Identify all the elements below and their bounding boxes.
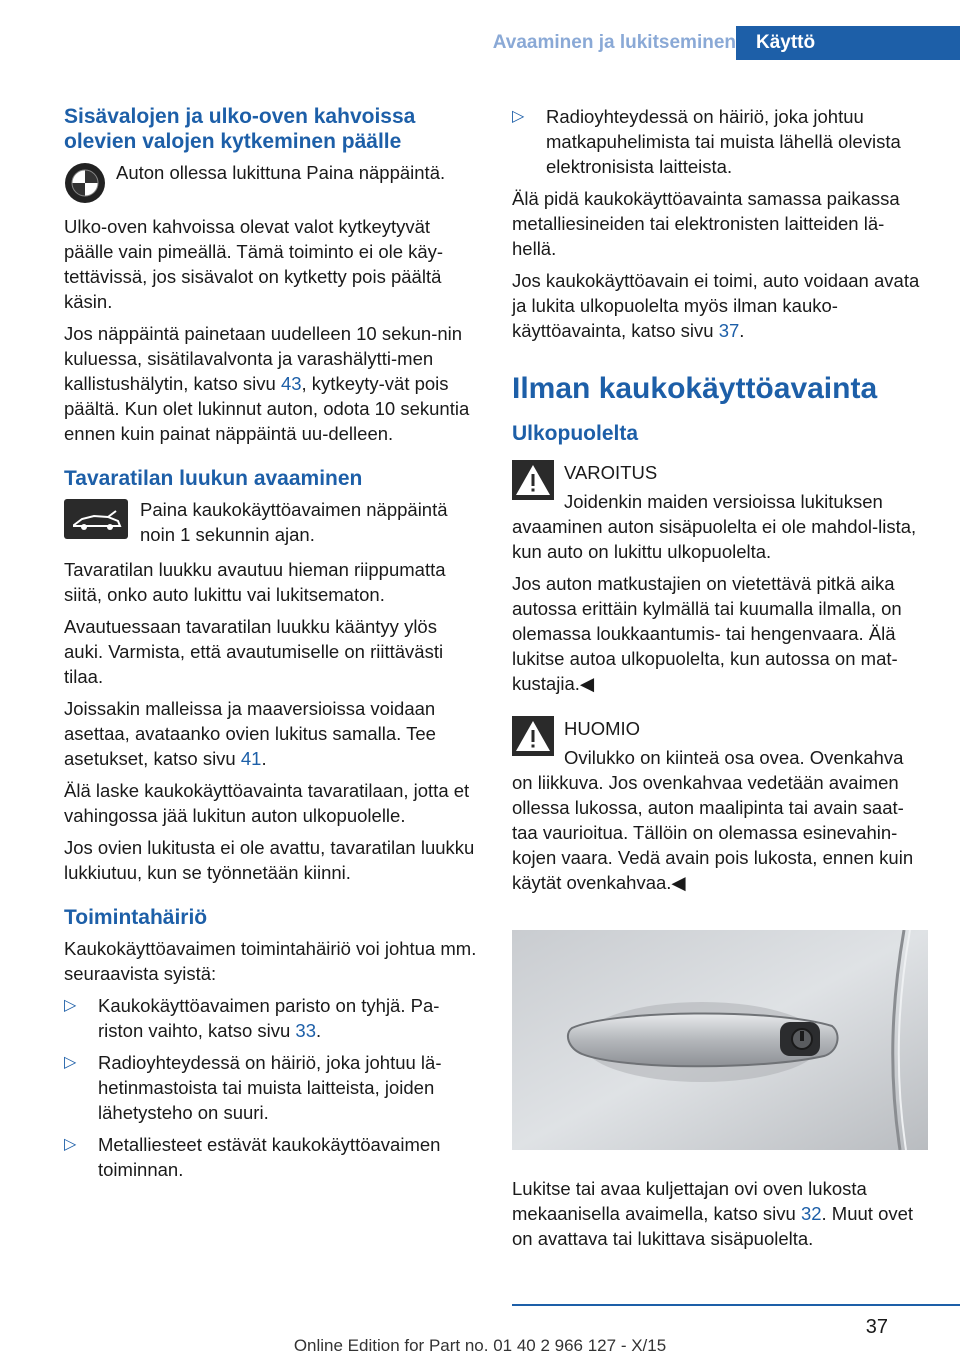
paragraph: Jos näppäintä painetaan uudelleen 10 sekun-nin kuluessa, sisätilavalvonta ja varashälytti-men kallistushälytin, katso sivu 43, kytkeyty-vät pois päältä. Kun olet lukinnut auton, odota 10 sekuntia ennen kuin painat näppäintä uu-delleen. [64,323,470,444]
caution-block [512,716,928,895]
icon2-text: Paina kaukokäyttöavaimen näppäintä noin 1 sekunnin ajan. [140,499,448,545]
bullet-triangle-icon: ▷ [64,1136,77,1153]
page-link[interactable]: 33 [295,1020,316,1041]
left-column [64,104,480,1189]
list-item: ▷ Kaukokäyttöavaimen paristo on tyhjä. Pa-riston vaihto, katso sivu 33. [64,995,440,1041]
paragraph: Kaukokäyttöavaimen toimintahäiriö voi johtua mm. seuraavista syistä: [64,938,477,984]
bmw-logo-icon [64,162,106,204]
paragraph: Ulko-oven kahvoissa olevat valot kytkeytyvät päälle vain pimeällä. Tämä toiminto ei ole käy-tettävissä, jos sisävalot on kytketty pois päältä käsin. [64,216,444,312]
heading-from-outside: Ulkopuolelta [512,422,639,445]
warning-title: VAROITUS [564,462,658,483]
list-item: ▷ Metalliesteet estävät kaukokäyttöavaimen toiminnan. [64,1134,441,1180]
paragraph: Jos kaukokäyttöavain ei toimi, auto voidaan avata ja lukita ulkopuolelta myös ilman kauko-käyttöavainta, katso sivu 37. [512,270,920,341]
footer-divider [512,1304,960,1306]
page-link[interactable]: 37 [718,320,740,341]
door-handle-photo [512,930,928,1150]
bullet-triangle-icon: ▷ [64,1054,77,1071]
heading-malfunction: Toimintahäiriö [64,906,208,929]
warning-block [512,460,928,696]
paragraph: Älä pidä kaukokäyttöavainta samassa paikassa metalliesineiden tai elektronisten laitteiden lä-hellä. [512,188,900,259]
paragraph: Älä laske kaukokäyttöavainta tavaratilaan, jotta et vahingossa jää lukitun auton ulkopuolelle. [64,780,470,826]
bullet-triangle-icon: ▷ [512,108,525,125]
paragraph: Ovilukko on kiinteä osa ovea. Ovenkahva on liikkuva. Jos ovenkahvaa vedetään avaimen ollessa lukossa, auton maalipinta tai avain saat-taa vaurioitua. Tällöin on olemassa esinevahin-kojen vaara. Vedä avain pois lukosta, ennen kuin käytät ovenkahvaa.◀ [512,747,914,893]
remote-button-instruction [64,160,480,204]
paragraph: Tavaratilan luukku avautuu hieman riippumatta siitä, onko auto lukittu vai lukitsematon. [64,559,446,605]
edition-footer: Online Edition for Part no. 01 40 2 966 127 - X/15 [293,1336,667,1355]
heading-without-remote: Ilman kaukokäyttöavainta [512,372,878,405]
warning-triangle-icon [512,460,554,500]
caution-title: HUOMIO [564,718,641,739]
page-link[interactable]: 43 [280,373,302,394]
paragraph: Avautuessaan tavaratilan luukku kääntyy ylös auki. Varmista, että avautumiselle on riittävästi tilaa. [64,616,444,687]
header-section-title: Avaaminen ja lukitseminen [492,32,736,53]
icon1-text: Auton ollessa lukittuna Paina näppäintä. [116,162,446,183]
page-link[interactable]: 32 [800,1203,822,1224]
list-item: ▷ Radioyhteydessä on häiriö, joka johtuu matkapuhelimista tai muista lähellä olevista elektronisista laitteista. [512,106,901,177]
warning-triangle-icon [512,716,554,756]
paragraph: Jos ovien lukitusta ei ole avattu, tavaratilan luukku lukkiutuu, kun se työnnetään kiinni. [64,837,475,883]
page-number: 37 [865,1316,888,1338]
paragraph: Lukitse tai avaa kuljettajan ovi oven lukosta mekaanisella avaimella, katso sivu 32. Muut ovet on avattava tai lukittava sisäpuolelta. [512,1178,914,1249]
heading-interior-lights: Sisävalojen ja ulko-oven kahvoissa olevien valojen kytkeminen päälle [64,105,416,153]
page-link[interactable]: 41 [240,748,262,769]
right-column [512,104,928,1258]
bullet-triangle-icon: ▷ [64,997,77,1014]
car-trunk-icon [64,499,128,539]
trunk-button-instruction [64,497,480,547]
paragraph: Joidenkin maiden versioissa lukituksen avaaminen auton sisäpuolelta ei ole mahdol-lista, kun auto on lukittu ulkopuolelta. [512,491,917,562]
list-item: ▷ Radioyhteydessä on häiriö, joka johtuu lä-hetinmastoista tai muista laitteista, joiden lähetysteho on suuri. [64,1052,442,1123]
header-chapter-tab: Käyttö [736,26,960,60]
paragraph: Jos auton matkustajien on vietettävä pitkä aika autossa erittäin kylmällä tai kuumalla ilmalla, on olemassa loukkaantumis- tai hengenvaara. Älä lukitse autoa ulkopuolelta, kun autossa on mat-kustajia.◀ [512,573,902,694]
paragraph: Joissakin malleissa ja maaversioissa voidaan asettaa, avataanko ovien lukitus samalla. Tee asetukset, katso sivu 41. [64,698,436,769]
heading-trunk: Tavaratilan luukun avaaminen [64,467,363,490]
page-header [0,26,960,60]
